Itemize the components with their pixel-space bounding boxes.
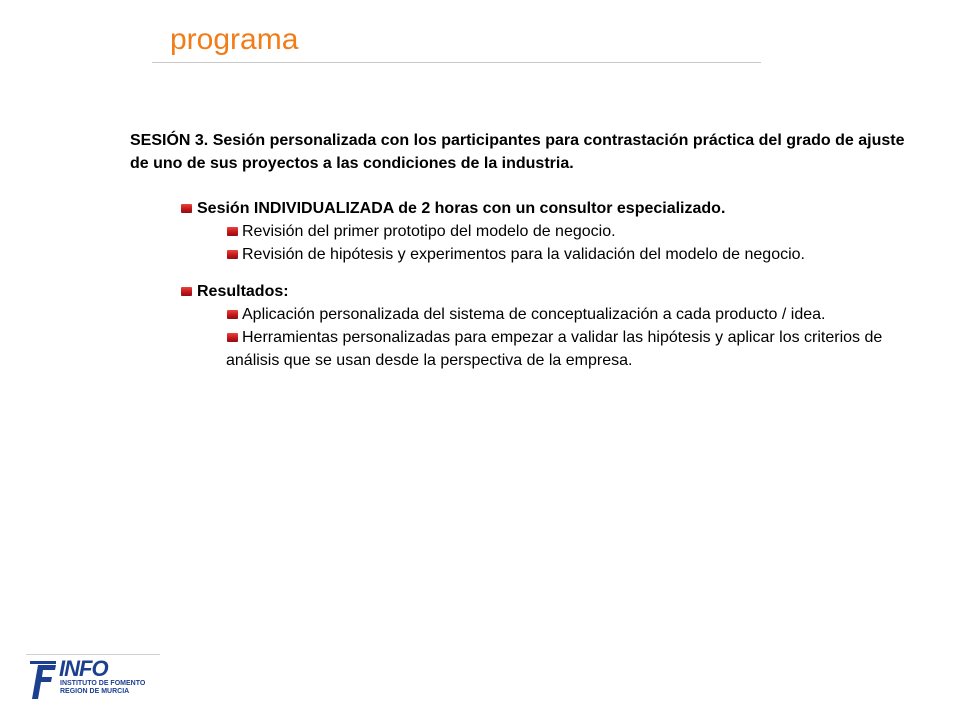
- session-intro: SESIÓN 3. Sesión personalizada con los participantes para contrastación práctica del grado de ajuste de uno de sus proyectos a las condiciones de la industria.: [130, 132, 905, 172]
- slide-body: [130, 129, 910, 372]
- section-individual-session: [130, 197, 910, 266]
- logo-subtitle-line2: REGION DE MURCIA: [60, 688, 130, 695]
- bullet-text: Revisión de hipótesis y experimentos para la validación del modelo de negocio.: [242, 246, 805, 263]
- red-bullet-icon: [227, 310, 238, 319]
- red-bullet-icon: [181, 204, 192, 213]
- logo-wordmark: INFO: [59, 656, 108, 681]
- red-bullet-icon: [227, 333, 238, 342]
- red-bullet-icon: [227, 227, 238, 236]
- bullet-heading: [130, 280, 910, 303]
- bullet-text: Aplicación personalizada del sistema de conceptualización a cada producto / idea.: [242, 306, 826, 323]
- bullet-item: [130, 326, 910, 372]
- section-heading: Resultados:: [197, 283, 289, 300]
- red-bullet-icon: [227, 250, 238, 259]
- info-logo: [26, 654, 160, 701]
- title-divider: [152, 62, 761, 63]
- red-bullet-icon: [181, 287, 192, 296]
- bullet-item: [130, 220, 910, 243]
- bullet-text: Herramientas personalizadas para empezar a validar las hipótesis y aplicar los criterios de análisis que se usan desde la perspectiva de la empresa.: [226, 329, 883, 369]
- logo-subtitle-line1: INSTITUTO DE FOMENTO: [60, 680, 146, 687]
- bullet-item: [130, 303, 910, 326]
- bullet-text: Revisión del primer prototipo del modelo de negocio.: [242, 223, 616, 240]
- slide-title: programa: [170, 23, 299, 56]
- bullet-heading: [130, 197, 910, 220]
- section-heading: Sesión INDIVIDUALIZADA de 2 horas con un consultor especializado.: [197, 200, 726, 217]
- section-results: [130, 280, 910, 372]
- info-logo-mark-icon: [30, 661, 56, 699]
- bullet-item: [130, 243, 910, 266]
